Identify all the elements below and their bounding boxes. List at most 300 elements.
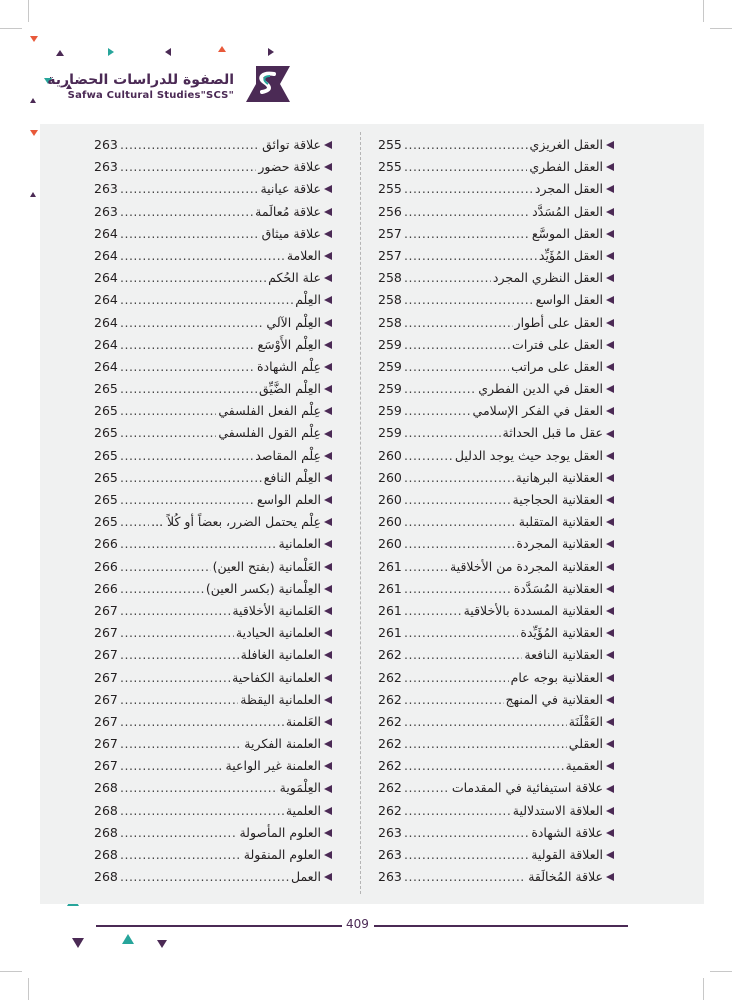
footer-rule bbox=[96, 925, 342, 927]
index-column-right bbox=[378, 134, 614, 888]
index-entry-title: علاقة حضور bbox=[258, 159, 321, 175]
index-entry-title: علاقة المُخالَقة bbox=[528, 869, 603, 885]
index-entry-title: عِلْم الفعل الفلسفي bbox=[218, 403, 321, 419]
bullet-arrow-icon bbox=[324, 740, 332, 748]
index-entry-title: العلمنة غير الواعية bbox=[225, 758, 321, 774]
index-entry-page: 266 bbox=[94, 580, 118, 596]
index-entry bbox=[94, 822, 332, 844]
index-entry-page: 264 bbox=[94, 225, 118, 241]
dot-leader bbox=[120, 622, 234, 644]
bullet-arrow-icon bbox=[324, 718, 332, 726]
index-entry-title: العقلانية بوجه عام bbox=[510, 669, 603, 685]
index-entry bbox=[94, 356, 332, 378]
bullet-arrow-icon bbox=[324, 496, 332, 504]
index-entry bbox=[94, 578, 332, 600]
index-entry-title: علاقة مُعالَمة bbox=[255, 203, 321, 219]
decor-triangle bbox=[157, 940, 167, 948]
bullet-arrow-icon bbox=[606, 829, 614, 837]
index-entry-title: العقل في الدين الفطري bbox=[478, 381, 603, 397]
dot-leader bbox=[120, 556, 211, 578]
dot-leader bbox=[120, 667, 230, 689]
index-entry-page: 263 bbox=[378, 824, 402, 840]
index-entry-title: العقلانية البرهانية bbox=[515, 469, 603, 485]
index-entry-page: 267 bbox=[94, 647, 118, 663]
decor-triangle bbox=[72, 938, 84, 948]
index-entry-page: 268 bbox=[94, 780, 118, 796]
index-entry-title: العقل على فترات bbox=[512, 336, 603, 352]
index-entry bbox=[94, 489, 332, 511]
index-entry-title: العقلانية الحجاجية bbox=[512, 492, 603, 507]
index-entry-page: 262 bbox=[378, 802, 402, 818]
index-entry-page: 265 bbox=[94, 514, 118, 530]
index-entry bbox=[378, 245, 614, 267]
index-entry bbox=[94, 689, 332, 711]
dot-leader bbox=[120, 178, 258, 200]
index-entry bbox=[378, 400, 614, 422]
decor-triangle bbox=[30, 36, 38, 42]
dot-leader bbox=[120, 201, 253, 223]
decor-triangle bbox=[30, 130, 38, 136]
dot-leader bbox=[120, 866, 289, 888]
index-entry-page: 258 bbox=[378, 292, 402, 308]
bullet-arrow-icon bbox=[324, 785, 332, 793]
dot-leader bbox=[120, 489, 255, 511]
bullet-arrow-icon bbox=[324, 208, 332, 216]
crop-mark bbox=[710, 28, 732, 29]
index-entry-page: 259 bbox=[378, 336, 402, 352]
dot-leader bbox=[404, 445, 453, 467]
index-entry-page: 267 bbox=[94, 736, 118, 752]
index-entry-page: 261 bbox=[378, 558, 402, 574]
index-entry-page: 265 bbox=[94, 469, 118, 485]
index-entry-page: 264 bbox=[94, 358, 118, 374]
dot-leader bbox=[120, 711, 284, 733]
index-entry-title: العمل bbox=[290, 869, 321, 885]
index-entry bbox=[378, 356, 614, 378]
index-entry bbox=[94, 777, 332, 799]
bullet-arrow-icon bbox=[324, 651, 332, 659]
crop-mark bbox=[0, 28, 22, 29]
index-entry-page: 258 bbox=[378, 270, 402, 286]
index-entry-page: 259 bbox=[378, 403, 402, 419]
dot-leader bbox=[120, 822, 237, 844]
index-entry bbox=[378, 511, 614, 533]
index-entry bbox=[94, 467, 332, 489]
index-entry bbox=[94, 378, 332, 400]
index-entry bbox=[378, 556, 614, 578]
dot-leader bbox=[120, 223, 260, 245]
index-entry-page: 260 bbox=[378, 536, 402, 552]
bullet-arrow-icon bbox=[324, 607, 332, 615]
index-entry-page: 262 bbox=[378, 780, 402, 796]
index-entry-title: العقلانية المجردة bbox=[516, 536, 603, 552]
index-entry-title: العقل الغريزي bbox=[529, 137, 603, 152]
dot-leader bbox=[404, 312, 513, 334]
dot-leader bbox=[120, 356, 255, 378]
index-entry bbox=[378, 711, 614, 733]
bullet-arrow-icon bbox=[324, 807, 332, 815]
index-entry-page: 261 bbox=[378, 602, 402, 618]
index-entry-title: عِلْم يحتمل الضرر، بعضاً أو كُلاً ... bbox=[151, 514, 321, 530]
dot-leader bbox=[120, 267, 266, 289]
logo-mark-icon bbox=[240, 62, 296, 106]
dot-leader bbox=[120, 533, 277, 555]
index-entry-title: عقل ما قبل الحداثة bbox=[502, 425, 603, 441]
index-entry-title: العقل الواسع bbox=[535, 292, 603, 308]
index-entry-page: 262 bbox=[378, 758, 402, 774]
bullet-arrow-icon bbox=[606, 407, 614, 415]
index-entry-page: 263 bbox=[94, 203, 118, 219]
bullet-arrow-icon bbox=[606, 585, 614, 593]
index-entry-title: العلمية bbox=[285, 802, 321, 818]
crop-mark bbox=[0, 971, 22, 972]
index-entry bbox=[378, 866, 614, 888]
index-entry bbox=[94, 267, 332, 289]
index-entry-page: 261 bbox=[378, 580, 402, 596]
index-entry-page: 268 bbox=[94, 869, 118, 885]
decor-triangle bbox=[122, 934, 134, 944]
index-entry-page: 260 bbox=[378, 447, 402, 463]
index-entry-page: 262 bbox=[378, 669, 402, 685]
dot-leader bbox=[120, 134, 260, 156]
index-entry bbox=[94, 622, 332, 644]
index-entry bbox=[94, 334, 332, 356]
index-entry-page: 267 bbox=[94, 691, 118, 707]
decor-triangle bbox=[30, 192, 36, 197]
dot-leader bbox=[404, 378, 476, 400]
bullet-arrow-icon bbox=[324, 430, 332, 438]
index-entry-title: عِلْم الشهادة bbox=[256, 358, 321, 374]
dot-leader bbox=[120, 378, 257, 400]
dot-leader bbox=[404, 156, 527, 178]
publisher-logo bbox=[47, 60, 296, 110]
index-entry bbox=[378, 800, 614, 822]
index-entry bbox=[94, 156, 332, 178]
index-entry-page: 265 bbox=[94, 492, 118, 507]
bullet-arrow-icon bbox=[324, 474, 332, 482]
decor-triangle bbox=[108, 48, 114, 56]
bullet-arrow-icon bbox=[606, 185, 614, 193]
index-entry bbox=[94, 644, 332, 666]
bullet-arrow-icon bbox=[324, 230, 332, 238]
dot-leader bbox=[404, 600, 462, 622]
bullet-arrow-icon bbox=[606, 651, 614, 659]
bullet-arrow-icon bbox=[324, 829, 332, 837]
index-entry-page: 263 bbox=[378, 869, 402, 885]
bullet-arrow-icon bbox=[324, 762, 332, 770]
index-entry-page: 268 bbox=[94, 824, 118, 840]
index-entry-title: العلمانية الحيادية bbox=[235, 625, 321, 641]
index-entry-page: 260 bbox=[378, 469, 402, 485]
index-entry-title: العلمانية الغافلة bbox=[240, 647, 321, 663]
index-entry bbox=[94, 733, 332, 755]
bullet-arrow-icon bbox=[606, 629, 614, 637]
dot-leader bbox=[404, 178, 533, 200]
bullet-arrow-icon bbox=[606, 563, 614, 571]
dot-leader bbox=[404, 533, 514, 555]
index-entry-title: العقل الموسَّع bbox=[531, 225, 603, 241]
dot-leader bbox=[120, 844, 242, 866]
logo-english-text: Safwa Cultural Studies"SCS" bbox=[67, 90, 234, 101]
crop-mark bbox=[703, 0, 704, 22]
index-entry-title: العقل المُسَدَّد bbox=[532, 203, 603, 219]
footer-rule bbox=[374, 925, 628, 927]
decor-triangle bbox=[56, 50, 64, 56]
index-entry-page: 264 bbox=[94, 292, 118, 308]
index-entry bbox=[378, 622, 614, 644]
index-entry-page: 267 bbox=[94, 669, 118, 685]
index-entry bbox=[378, 489, 614, 511]
index-entry-page: 262 bbox=[378, 647, 402, 663]
index-entry-title: العَلمنة bbox=[285, 713, 321, 729]
dot-leader bbox=[404, 667, 509, 689]
index-entry bbox=[94, 844, 332, 866]
index-entry-title: العلمانية الكفاحية bbox=[232, 669, 321, 685]
dot-leader bbox=[404, 334, 510, 356]
index-entry-title: العَلْمانية (بفتح العين) bbox=[212, 558, 321, 574]
bullet-arrow-icon bbox=[606, 873, 614, 881]
dot-leader bbox=[120, 511, 149, 533]
dot-leader bbox=[404, 556, 448, 578]
dot-leader bbox=[404, 622, 518, 644]
dot-leader bbox=[120, 777, 278, 799]
index-entry-title: العقل الفطري bbox=[529, 159, 603, 175]
bullet-arrow-icon bbox=[606, 363, 614, 371]
index-entry bbox=[378, 755, 614, 777]
index-entry-page: 266 bbox=[94, 558, 118, 574]
page-number: 409 bbox=[346, 917, 369, 931]
index-entry bbox=[94, 556, 332, 578]
bullet-arrow-icon bbox=[606, 740, 614, 748]
index-entry-title: العقل يوجد حيث يوجد الدليل bbox=[454, 447, 603, 463]
index-entry-page: 264 bbox=[94, 314, 118, 330]
dot-leader bbox=[404, 267, 491, 289]
dot-leader bbox=[404, 644, 522, 666]
bullet-arrow-icon bbox=[606, 208, 614, 216]
dot-leader bbox=[120, 755, 224, 777]
dot-leader bbox=[120, 578, 204, 600]
index-entry-title: العِلْم النافع bbox=[263, 469, 321, 485]
index-entry-title: العقلانية المُؤَيِّدة bbox=[520, 625, 603, 641]
index-entry bbox=[378, 777, 614, 799]
bullet-arrow-icon bbox=[606, 141, 614, 149]
index-entry-page: 263 bbox=[94, 137, 118, 152]
index-entry bbox=[378, 134, 614, 156]
index-entry-page: 267 bbox=[94, 758, 118, 774]
index-entry-page: 255 bbox=[378, 159, 402, 175]
index-entry-page: 268 bbox=[94, 802, 118, 818]
index-entry-title: علاقة توائق bbox=[262, 137, 321, 152]
dot-leader bbox=[404, 578, 512, 600]
index-entry-page: 260 bbox=[378, 492, 402, 507]
dot-leader bbox=[404, 711, 567, 733]
bullet-arrow-icon bbox=[606, 718, 614, 726]
bullet-arrow-icon bbox=[606, 496, 614, 504]
bullet-arrow-icon bbox=[606, 385, 614, 393]
bullet-arrow-icon bbox=[606, 762, 614, 770]
bullet-arrow-icon bbox=[606, 274, 614, 282]
dot-leader bbox=[404, 866, 526, 888]
index-entry bbox=[94, 400, 332, 422]
index-entry-title: العلمنة الفكرية bbox=[244, 736, 321, 752]
index-entry-title: العقلانية النافعة bbox=[524, 647, 603, 663]
index-entry bbox=[378, 667, 614, 689]
index-entry bbox=[378, 201, 614, 223]
dot-leader bbox=[120, 245, 285, 267]
index-entry-title: العَلمانية الأخلاقية bbox=[232, 602, 321, 618]
bullet-arrow-icon bbox=[324, 873, 332, 881]
dot-leader bbox=[404, 489, 511, 511]
bullet-arrow-icon bbox=[324, 452, 332, 460]
bullet-arrow-icon bbox=[324, 163, 332, 171]
index-entry-page: 264 bbox=[94, 336, 118, 352]
dot-leader bbox=[120, 600, 230, 622]
index-entry bbox=[378, 267, 614, 289]
index-entry bbox=[94, 800, 332, 822]
index-entry-page: 258 bbox=[378, 314, 402, 330]
index-entry-title: العلمانية bbox=[278, 536, 321, 552]
dot-leader bbox=[120, 467, 262, 489]
index-entry bbox=[94, 312, 332, 334]
index-entry bbox=[94, 866, 332, 888]
index-entry-title: العلوم المنقولة bbox=[243, 847, 321, 862]
index-entry bbox=[378, 445, 614, 467]
bullet-arrow-icon bbox=[324, 518, 332, 526]
dot-leader bbox=[404, 422, 501, 444]
index-entry bbox=[378, 422, 614, 444]
bullet-arrow-icon bbox=[606, 319, 614, 327]
dot-leader bbox=[120, 800, 284, 822]
dot-leader bbox=[404, 777, 450, 799]
index-entry-page: 256 bbox=[378, 203, 402, 219]
dot-leader bbox=[120, 689, 238, 711]
bullet-arrow-icon bbox=[606, 430, 614, 438]
index-entry-title: العِلْمَوية bbox=[279, 780, 321, 796]
index-entry-title: العقلانية المجردة من الأخلاقية bbox=[449, 558, 603, 574]
bullet-arrow-icon bbox=[324, 363, 332, 371]
dot-leader bbox=[120, 644, 239, 666]
bullet-arrow-icon bbox=[324, 563, 332, 571]
index-entry-page: 264 bbox=[94, 270, 118, 286]
bullet-arrow-icon bbox=[324, 585, 332, 593]
dot-leader bbox=[404, 822, 529, 844]
index-entry bbox=[378, 533, 614, 555]
bullet-arrow-icon bbox=[606, 452, 614, 460]
index-entry-title: العلمانية اليقظة bbox=[240, 691, 321, 707]
crop-mark bbox=[703, 978, 704, 1000]
index-entry bbox=[378, 600, 614, 622]
index-entry-page: 259 bbox=[378, 381, 402, 397]
dot-leader bbox=[120, 334, 255, 356]
dot-leader bbox=[404, 467, 514, 489]
bullet-arrow-icon bbox=[324, 407, 332, 415]
bullet-arrow-icon bbox=[606, 296, 614, 304]
index-entry-title: عِلْم المقاصد bbox=[255, 447, 321, 463]
dot-leader bbox=[120, 445, 253, 467]
index-entry-title: العلم الواسع bbox=[256, 492, 321, 507]
index-entry bbox=[94, 422, 332, 444]
bullet-arrow-icon bbox=[606, 252, 614, 260]
index-entry-title: العقل على أطوار bbox=[514, 314, 603, 330]
index-entry-title: العقلانية المُسَدَّدة bbox=[513, 580, 603, 596]
index-entry-page: 263 bbox=[378, 847, 402, 862]
dot-leader bbox=[120, 312, 264, 334]
index-entry-title: العقلانية المسددة بالأخلاقية bbox=[463, 602, 603, 618]
index-entry bbox=[94, 755, 332, 777]
bullet-arrow-icon bbox=[324, 252, 332, 260]
index-entry-title: علة الحُكم bbox=[268, 270, 321, 286]
dot-leader bbox=[120, 156, 256, 178]
index-entry-page: 267 bbox=[94, 625, 118, 641]
bullet-arrow-icon bbox=[324, 629, 332, 637]
index-entry-page: 265 bbox=[94, 425, 118, 441]
dot-leader bbox=[404, 223, 530, 245]
index-entry-page: 255 bbox=[378, 181, 402, 197]
index-entry-title: العقل المُؤَيِّد bbox=[538, 247, 603, 263]
index-entry bbox=[378, 467, 614, 489]
index-entry-title: العقلانية المتقلبة bbox=[518, 514, 603, 530]
bullet-arrow-icon bbox=[606, 807, 614, 815]
index-entry-page: 259 bbox=[378, 358, 402, 374]
index-entry bbox=[378, 733, 614, 755]
index-entry bbox=[378, 156, 614, 178]
index-entry bbox=[378, 844, 614, 866]
bullet-arrow-icon bbox=[324, 141, 332, 149]
index-entry-title: عِلْم القول الفلسفي bbox=[218, 425, 321, 441]
bullet-arrow-icon bbox=[324, 696, 332, 704]
index-entry-page: 265 bbox=[94, 403, 118, 419]
index-entry-page: 263 bbox=[94, 159, 118, 175]
index-entry-title: العَقْلَنَة bbox=[568, 713, 603, 729]
index-entry bbox=[378, 178, 614, 200]
index-entry-page: 266 bbox=[94, 536, 118, 552]
index-entry bbox=[94, 289, 332, 311]
index-entry bbox=[94, 511, 332, 533]
index-entry-title: العقل على مراتب bbox=[511, 358, 603, 374]
index-entry bbox=[378, 312, 614, 334]
index-entry bbox=[378, 644, 614, 666]
dot-leader bbox=[404, 755, 564, 777]
index-entry-title: العلامة bbox=[286, 247, 321, 263]
index-entry-title: العلوم المأصولة bbox=[239, 824, 321, 840]
dot-leader bbox=[404, 289, 534, 311]
index-entry-title: علاقة الشهادة bbox=[531, 824, 603, 840]
index-entry-page: 259 bbox=[378, 425, 402, 441]
index-entry-title: العلاقة القولية bbox=[531, 847, 603, 862]
index-entry-title: العِلْمانية (بكسر العين) bbox=[205, 580, 321, 596]
index-entry bbox=[94, 711, 332, 733]
index-entry-title: العقلانية في المنهج bbox=[505, 691, 603, 707]
index-entry-title: العقلي bbox=[568, 736, 603, 752]
dot-leader bbox=[404, 134, 528, 156]
dot-leader bbox=[120, 400, 216, 422]
dot-leader bbox=[404, 245, 537, 267]
bullet-arrow-icon bbox=[606, 674, 614, 682]
crop-mark bbox=[28, 978, 29, 1000]
index-entry-title: العلاقة الاستدلالية bbox=[512, 802, 603, 818]
index-entry-page: 264 bbox=[94, 247, 118, 263]
index-entry bbox=[378, 223, 614, 245]
dot-leader bbox=[404, 733, 567, 755]
index-entry bbox=[94, 667, 332, 689]
dot-leader bbox=[404, 844, 529, 866]
index-entry bbox=[94, 600, 332, 622]
index-column-left bbox=[94, 134, 332, 888]
index-entry bbox=[94, 245, 332, 267]
index-entry-page: 268 bbox=[94, 847, 118, 862]
dot-leader bbox=[404, 400, 471, 422]
bullet-arrow-icon bbox=[324, 385, 332, 393]
